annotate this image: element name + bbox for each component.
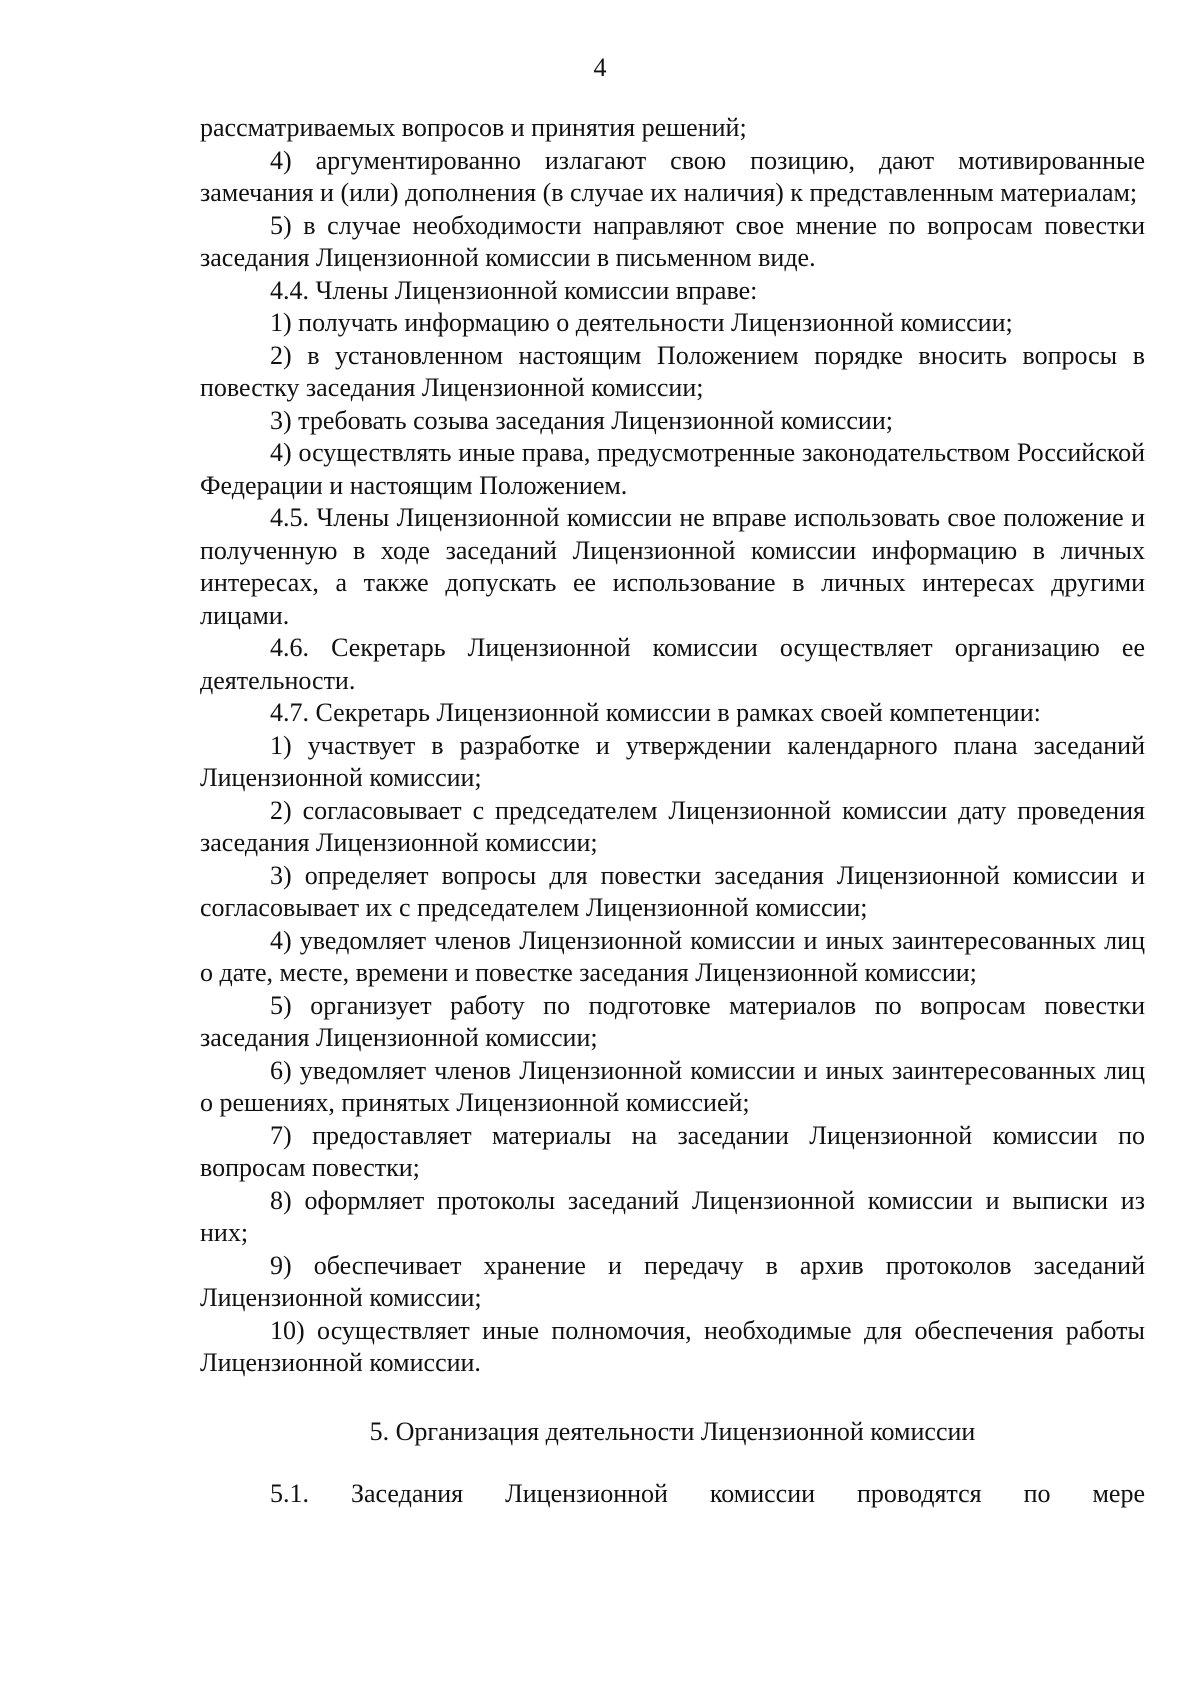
paragraph: 2) согласовывает с председателем Лицензионной комиссии дату проведения заседания Лицензионной комиссии;: [200, 795, 1145, 857]
paragraph: 4.5. Члены Лицензионной комиссии не вправе использовать свое положение и полученную в ходе заседаний Лицензионной комиссии информацию в личных интересах, а также допускать ее использование в личных интересах другими лицами.: [200, 503, 1145, 630]
paragraph: 5.1. Заседания Лицензионной комиссии проводятся по мере: [270, 1479, 1145, 1508]
paragraph: 3) определяет вопросы для повестки заседания Лицензионной комиссии и согласовывает их с председателем Лицензионной комиссии;: [200, 860, 1145, 922]
paragraph: 1) получать информацию о деятельности Лицензионной комиссии;: [270, 308, 1013, 337]
paragraph: 1) участвует в разработке и утверждении календарного плана заседаний Лицензионной комиссии;: [200, 730, 1145, 792]
paragraph: 3) требовать созыва заседания Лицензионной комиссии;: [270, 405, 893, 435]
paragraph: 6) уведомляет членов Лицензионной комиссии и иных заинтересованных лиц о решениях, принятых Лицензионной комиссией;: [200, 1055, 1145, 1117]
paragraph: 4.6. Секретарь Лицензионной комиссии осуществляет организацию ее деятельности.: [200, 633, 1145, 695]
page-number: 4: [593, 53, 607, 82]
document-body: [200, 112, 1145, 1511]
paragraph-continuation: рассматриваемых вопросов и принятия решений;: [200, 113, 747, 142]
paragraph: 10) осуществляет иные полномочия, необходимые для обеспечения работы Лицензионной комиссии.: [200, 1315, 1145, 1377]
paragraph: 4) осуществлять иные права, предусмотренные законодательством Российской Федерации и настоящим Положением.: [200, 438, 1145, 500]
section-heading: 5. Организация деятельности Лицензионной комиссии: [369, 1416, 976, 1446]
paragraph: 7) предоставляет материалы на заседании Лицензионной комиссии по вопросам повестки;: [200, 1120, 1145, 1182]
paragraph: 4.4. Члены Лицензионной комиссии вправе:: [270, 275, 758, 305]
paragraph: 9) обеспечивает хранение и передачу в архив протоколов заседаний Лицензионной комиссии;: [200, 1250, 1145, 1312]
paragraph: 5) в случае необходимости направляют свое мнение по вопросам повестки заседания Лицензионной комиссии в письменном виде.: [200, 210, 1145, 272]
paragraph: 2) в установленном настоящим Положением порядке вносить вопросы в повестку заседания Лицензионной комиссии;: [200, 340, 1145, 402]
paragraph: 4.7. Секретарь Лицензионной комиссии в рамках своей компетенции:: [270, 698, 1041, 727]
paragraph: 4) аргументированно излагают свою позицию, дают мотивированные замечания и (или) дополнения (в случае их наличия) к представленным материалам;: [200, 145, 1145, 207]
paragraph: 8) оформляет протоколы заседаний Лицензионной комиссии и выписки из них;: [200, 1185, 1145, 1247]
paragraph: 4) уведомляет членов Лицензионной комиссии и иных заинтересованных лиц о дате, месте, времени и повестке заседания Лицензионной комиссии;: [200, 925, 1145, 987]
paragraph: 5) организует работу по подготовке материалов по вопросам повестки заседания Лицензионной комиссии;: [200, 990, 1145, 1052]
